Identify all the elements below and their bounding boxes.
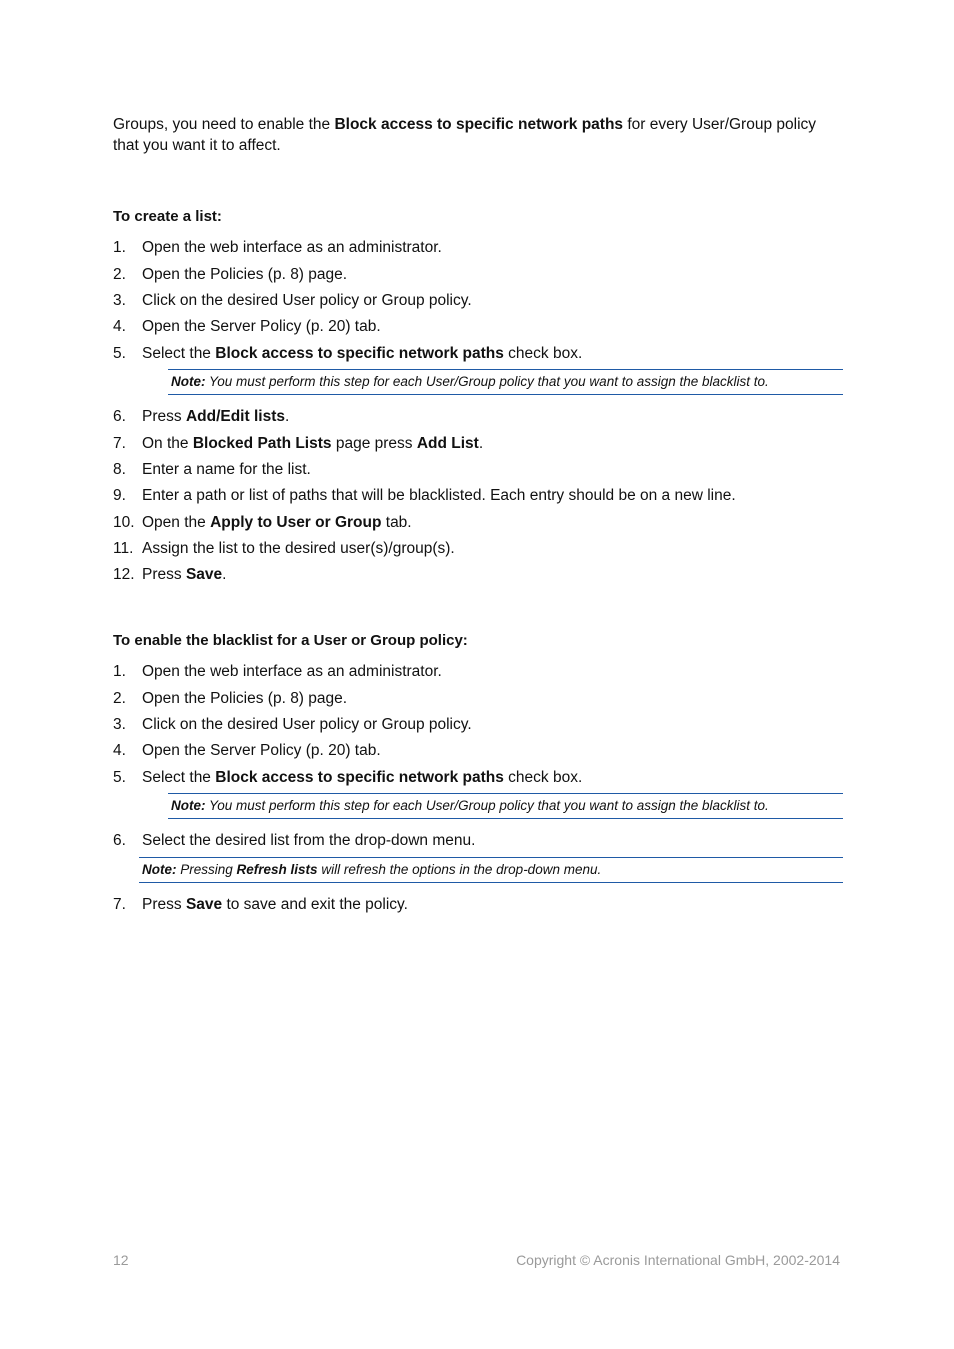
step-text: Select the (142, 769, 216, 786)
note-box (168, 793, 843, 819)
list-item (142, 564, 226, 585)
step-text-end: . (478, 435, 484, 452)
list-item: Open the web interface as an administrator. (142, 663, 442, 680)
note-text: You must perform this step for each User/Group policy that you want to assign the blacklist to. (205, 798, 769, 813)
step-bold: Blocked Path Lists (192, 435, 332, 452)
step-bold: Block access to specific network paths (215, 345, 504, 362)
list-item: Select the desired list from the drop-down menu. (142, 832, 476, 849)
step-text-end: tab. (381, 514, 412, 531)
note-text-end: will refresh the options in the drop-down menu. (317, 862, 602, 877)
note-label: Note: (171, 798, 206, 813)
intro-bold: Block access to specific network paths (334, 116, 624, 133)
list-item (142, 343, 582, 364)
step-number: 10. (113, 514, 135, 531)
step-number: 9. (113, 487, 126, 504)
list-item (142, 767, 582, 788)
list-item: Open the Server Policy (p. 20) tab. (142, 742, 381, 759)
intro-text: Groups, you need to enable the (113, 116, 335, 133)
list-item: Open the web interface as an administrator. (142, 239, 442, 256)
list-item: Enter a path or list of paths that will be blacklisted. Each entry should be on a new line. (142, 487, 736, 504)
intro-line-1 (113, 114, 816, 135)
step-bold: Save (185, 566, 223, 583)
step-number: 5. (113, 345, 126, 362)
step-number: 6. (113, 408, 126, 425)
list-item: Open the Policies (p. 8) page. (142, 690, 348, 707)
copyright: Copyright © Acronis International GmbH, 2002-2014 (516, 1252, 840, 1268)
step-bold: Apply to User or Group (210, 514, 382, 531)
list-item: Open the Policies (p. 8) page. (142, 266, 348, 283)
note-box (168, 369, 843, 395)
step-number: 3. (113, 292, 126, 309)
list-item (142, 894, 408, 915)
list-item: Open the Server Policy (p. 20) tab. (142, 318, 381, 335)
step-text-end: to save and exit the policy. (222, 896, 408, 913)
step-text: Open the (142, 514, 211, 531)
step-number: 5. (113, 769, 126, 786)
note-label: Note: (171, 374, 206, 389)
intro-text-end: for every User/Group policy (623, 116, 817, 133)
step-bold: Block access to specific network paths (215, 769, 504, 786)
section-heading-enable-blacklist: To enable the blacklist for a User or Group policy: (113, 632, 468, 649)
intro-line-2: that you want it to affect. (113, 137, 281, 154)
step-number: 4. (113, 742, 126, 759)
list-item (142, 406, 289, 427)
list-item: Click on the desired User policy or Group policy. (142, 716, 472, 733)
step-text: Press (142, 896, 186, 913)
step-number: 7. (113, 435, 126, 452)
step-text-end: . (284, 408, 290, 425)
step-number: 8. (113, 461, 126, 478)
step-text-end: . (222, 566, 227, 583)
note-box (139, 857, 843, 883)
step-text: On the (142, 435, 193, 452)
step-number: 4. (113, 318, 126, 335)
step-number: 7. (113, 896, 126, 913)
page-number: 12 (113, 1252, 129, 1268)
step-text-end: check box. (503, 769, 583, 786)
note-label: Note: (142, 862, 177, 877)
step-number: 3. (113, 716, 126, 733)
list-item (142, 433, 483, 454)
step-text: Press (142, 408, 186, 425)
step-text: Select the (142, 345, 216, 362)
list-item: Enter a name for the list. (142, 461, 311, 478)
note-bold: Refresh lists (236, 862, 318, 877)
step-text: Press (142, 566, 186, 583)
note-text: You must perform this step for each User/Group policy that you want to assign the blacklist to. (205, 374, 769, 389)
step-bold-2: Add List (416, 435, 479, 452)
list-item: Assign the list to the desired user(s)/group(s). (142, 540, 455, 557)
step-text-mid: page press (331, 435, 417, 452)
section-heading-create-list: To create a list: (113, 208, 222, 225)
step-bold: Add/Edit lists (185, 408, 285, 425)
list-item (142, 512, 412, 533)
note-text: Pressing (176, 862, 237, 877)
step-number: 6. (113, 832, 126, 849)
step-number: 2. (113, 266, 126, 283)
list-item: Click on the desired User policy or Group policy. (142, 292, 472, 309)
step-bold: Save (185, 896, 223, 913)
step-number: 11. (113, 540, 134, 557)
step-number: 12. (113, 566, 135, 583)
step-number: 1. (113, 663, 126, 680)
step-text-end: check box. (503, 345, 583, 362)
step-number: 2. (113, 690, 126, 707)
step-number: 1. (113, 239, 126, 256)
